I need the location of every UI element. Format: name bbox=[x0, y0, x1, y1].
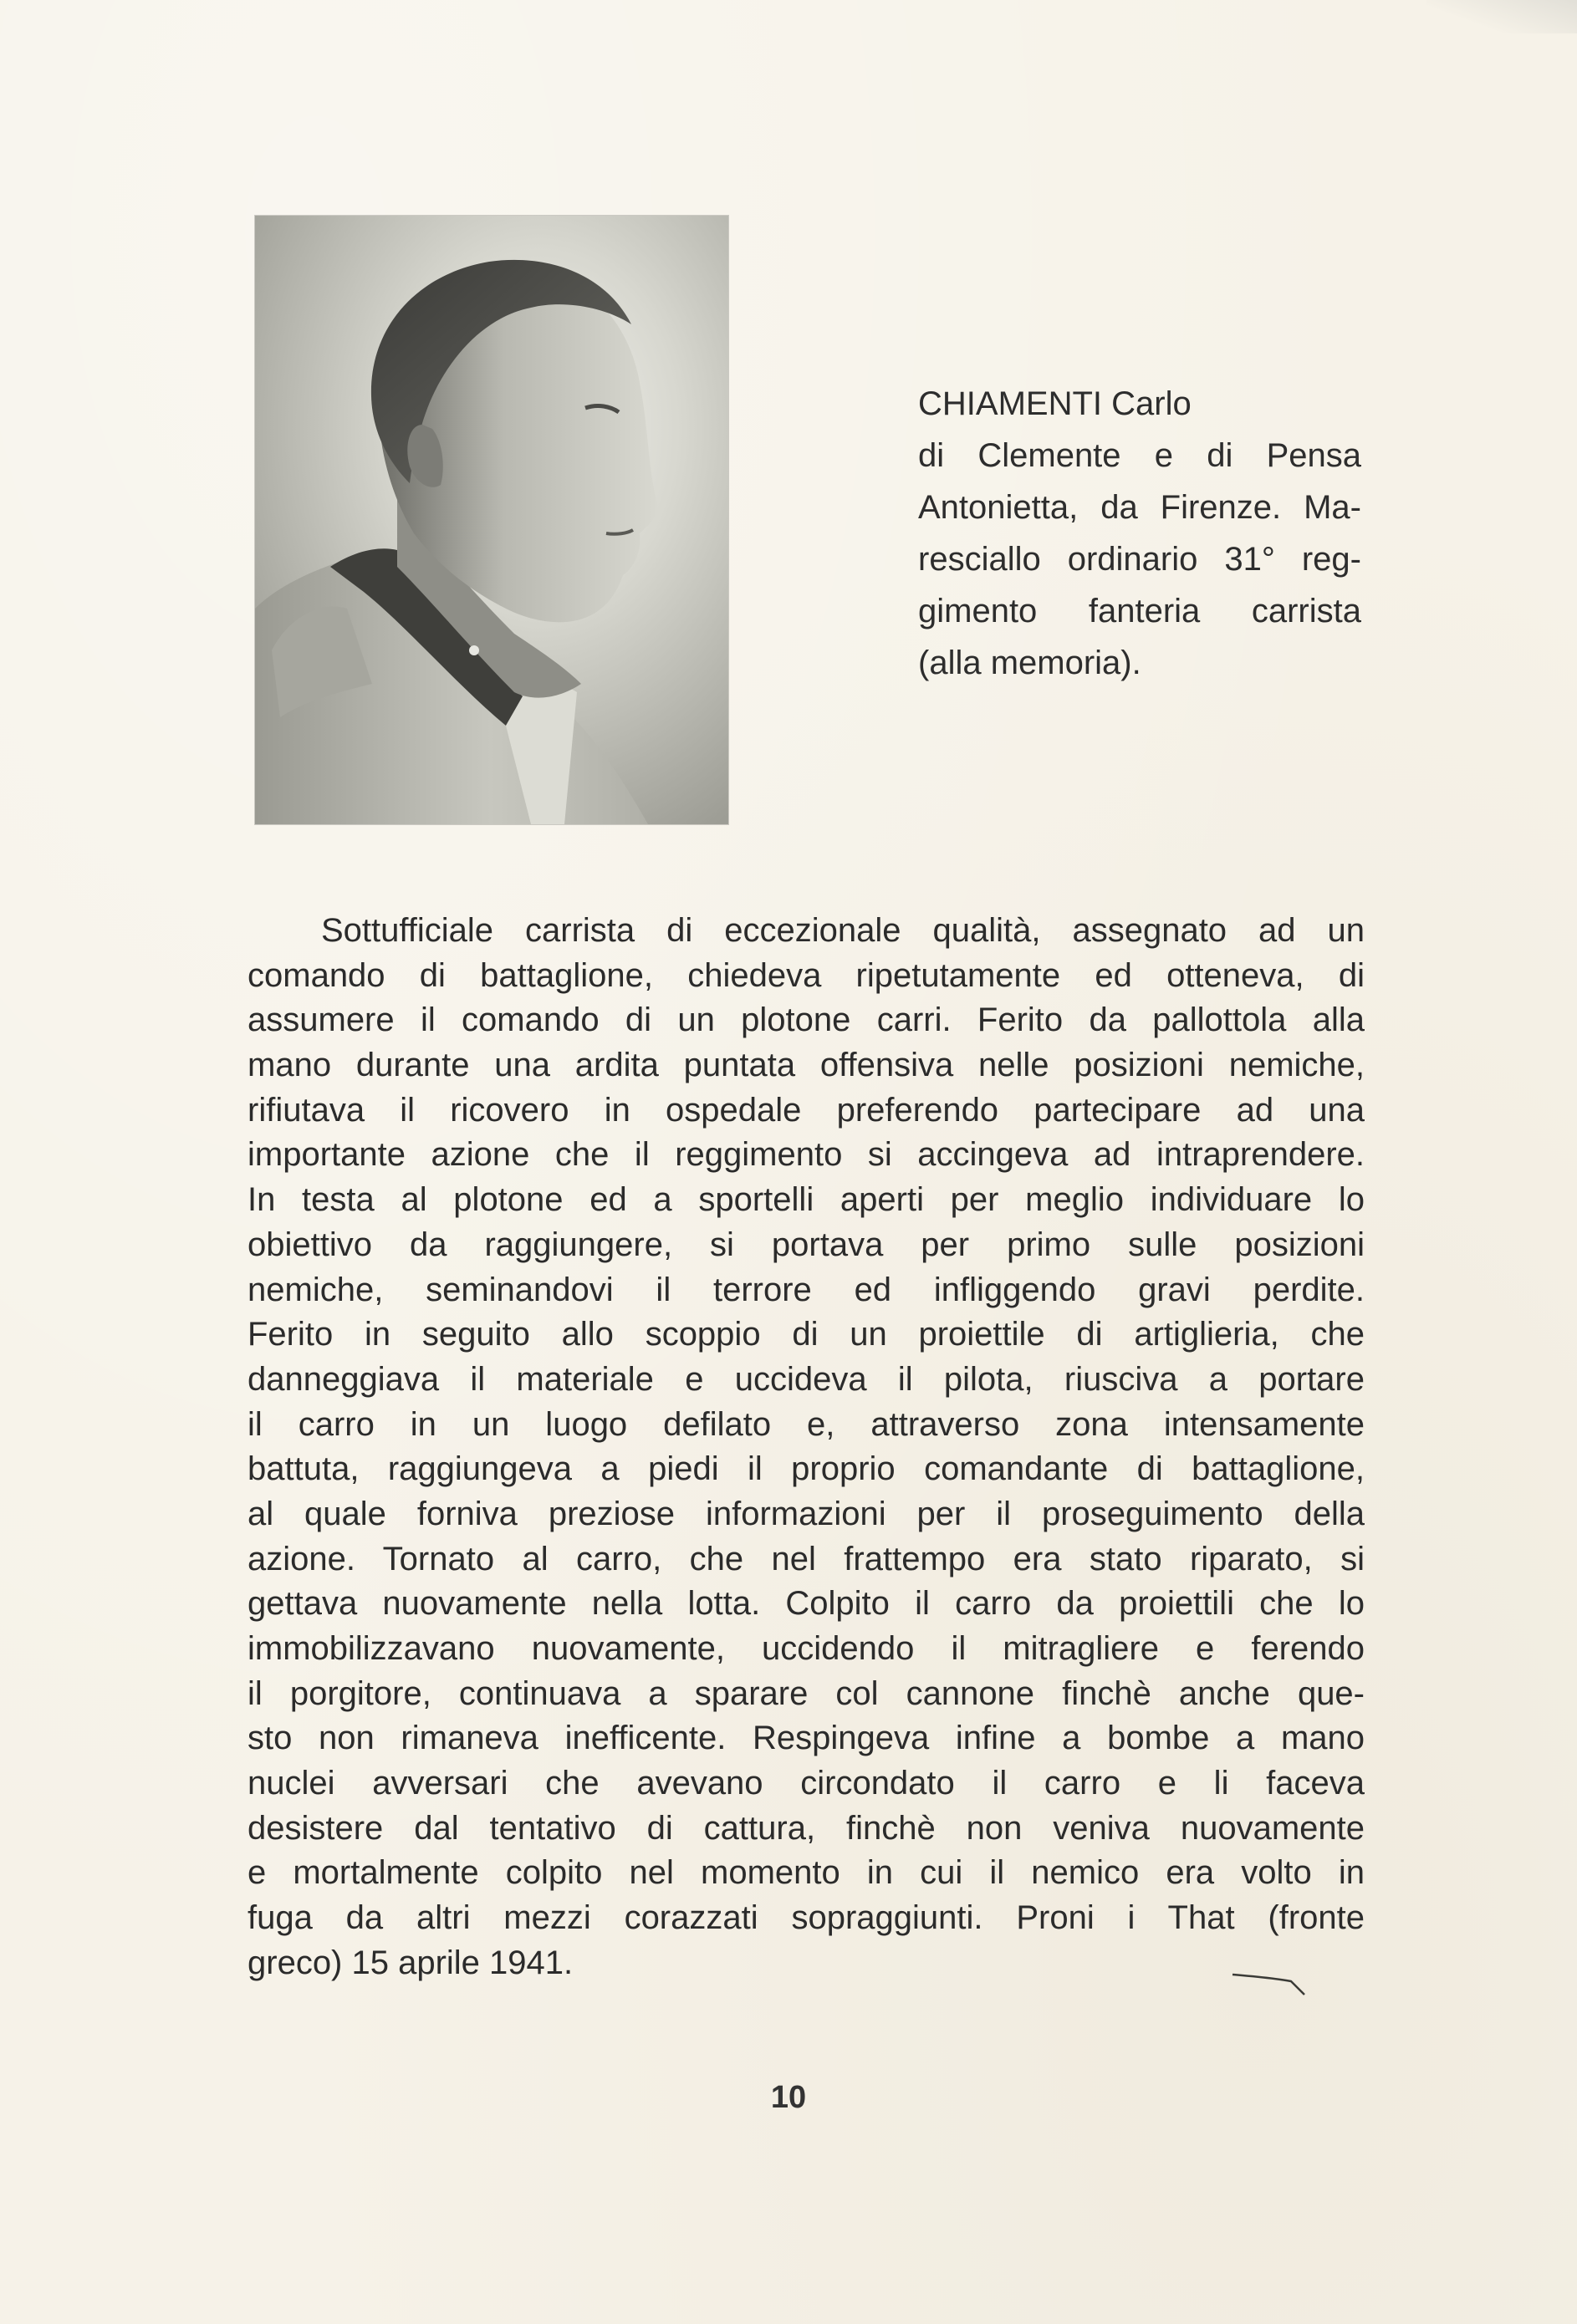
portrait-photo bbox=[255, 216, 728, 824]
caption-name: CHIAMENTI Carlo bbox=[918, 385, 1192, 422]
citation-line: e mortalmente colpito nel momento in cui il nemico era volto in bbox=[248, 1854, 1365, 1892]
citation-line: il carro in un luogo defilato e, attraverso zona intensamente bbox=[248, 1405, 1365, 1443]
caption-line: di Clemente e di Pensa bbox=[918, 437, 1361, 474]
citation-line: importante azione che il reggimento si accingeva ad intraprendere. bbox=[248, 1136, 1365, 1174]
ending-dash-mark bbox=[1231, 1970, 1306, 2003]
portrait-caption bbox=[918, 378, 1361, 689]
citation-line: al quale forniva preziose informazioni per il proseguimento della bbox=[248, 1495, 1365, 1532]
page-number: 10 bbox=[770, 2080, 807, 2115]
citation-line: azione. Tornato al carro, che nel frattempo era stato riparato, si bbox=[248, 1540, 1365, 1577]
citation-line: sto non rimaneva inefficente. Respingeva infine a bombe a mano bbox=[248, 1720, 1365, 1757]
citation-line: nemiche, seminandovi il terrore ed infliggendo gravi perdite. bbox=[248, 1271, 1365, 1308]
citation-line: obiettivo da raggiungere, si portava per primo sulle posizioni bbox=[248, 1226, 1365, 1263]
citation-line: assumere il comando di un plotone carri. Ferito da pallottola alla bbox=[248, 1001, 1365, 1039]
citation-line: rifiutava il ricovero in ospedale preferendo partecipare ad una bbox=[248, 1091, 1365, 1129]
citation-line: danneggiava il materiale e uccideva il pilota, riusciva a portare bbox=[248, 1360, 1365, 1398]
caption-line: gimento fanteria carrista bbox=[918, 593, 1361, 629]
citation-line: gettava nuovamente nella lotta. Colpito il carro da proiettili che lo bbox=[248, 1585, 1365, 1623]
citation-line: comando di battaglione, chiedeva ripetutamente ed otteneva, di bbox=[248, 956, 1365, 994]
citation-line: mano durante una ardita puntata offensiva nelle posizioni nemiche, bbox=[248, 1047, 1365, 1084]
portrait-illustration bbox=[255, 216, 728, 824]
citation-line: il porgitore, continuava a sparare col cannone finchè anche que- bbox=[248, 1674, 1365, 1712]
citation-text bbox=[248, 909, 1365, 1986]
citation-line: immobilizzavano nuovamente, uccidendo il mitragliere e ferendo bbox=[248, 1630, 1365, 1667]
citation-line: Ferito in seguito allo scoppio di un proiettile di artiglieria, che bbox=[248, 1316, 1365, 1353]
paper-corner-wear bbox=[1426, 0, 1577, 33]
caption-line: (alla memoria). bbox=[918, 645, 1141, 681]
citation-line: Sottufficiale carrista di eccezionale qualità, assegnato ad un bbox=[321, 912, 1365, 949]
citation-line: In testa al plotone ed a sportelli aperti per meglio individuare lo bbox=[248, 1181, 1365, 1219]
citation-line: fuga da altri mezzi corazzati sopraggiunti. Proni i That (fronte bbox=[248, 1899, 1365, 1937]
citation-line: nuclei avversari che avevano circondato il carro e li faceva bbox=[248, 1765, 1365, 1802]
caption-line: Antonietta, da Firenze. Ma- bbox=[918, 489, 1361, 526]
citation-line: battuta, raggiungeva a piedi il proprio comandante di battaglione, bbox=[248, 1450, 1365, 1488]
caption-line: resciallo ordinario 31° reg- bbox=[918, 541, 1361, 578]
citation-line: desistere dal tentativo di cattura, finchè non veniva nuovamente bbox=[248, 1809, 1365, 1847]
citation-line: greco) 15 aprile 1941. bbox=[248, 1944, 574, 1981]
